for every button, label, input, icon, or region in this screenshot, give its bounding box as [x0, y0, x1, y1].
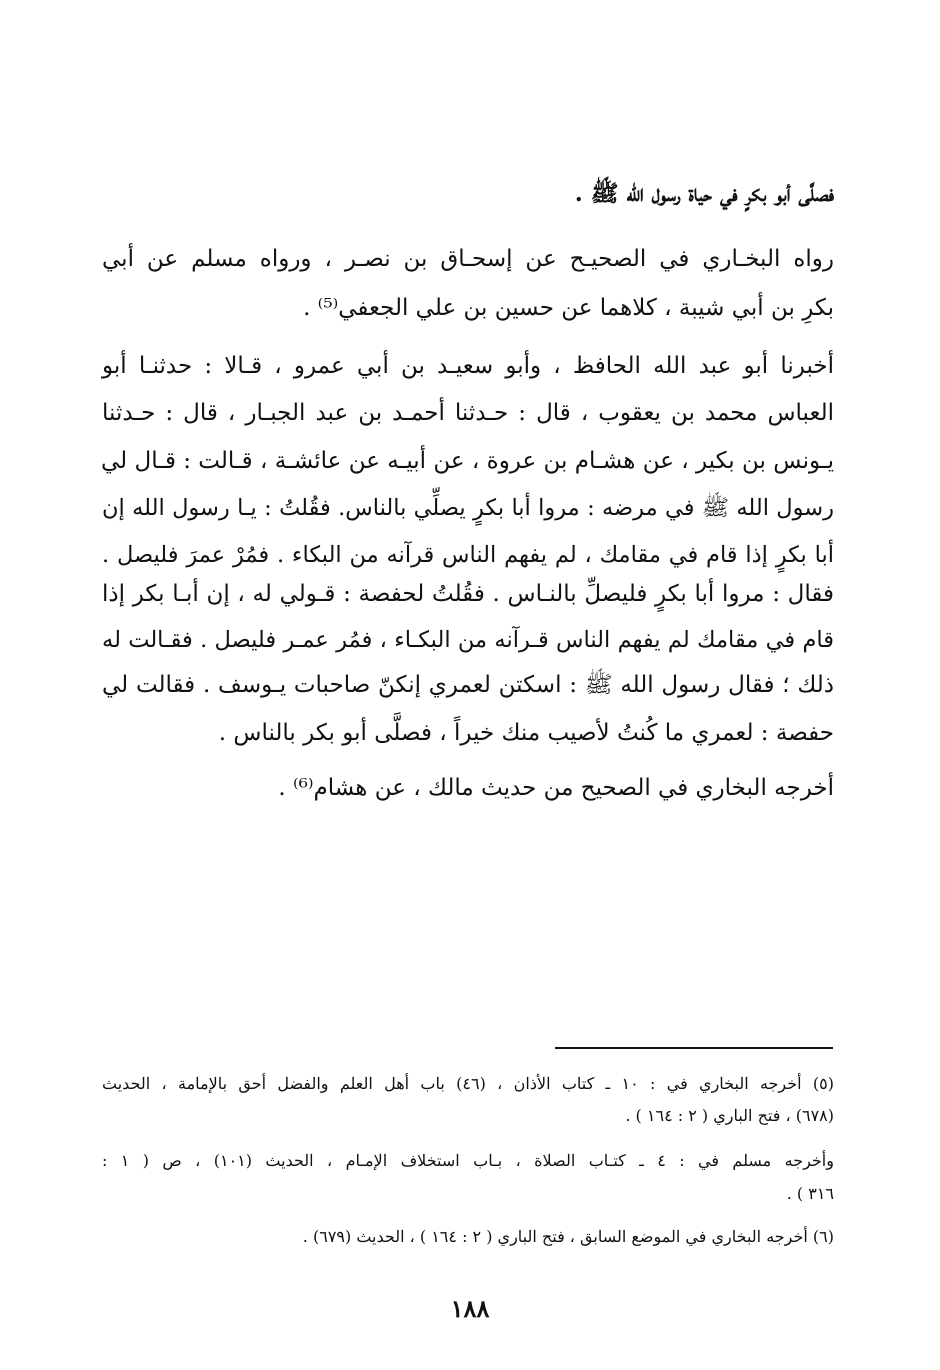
text-line: أخبرنا أبو عبد الله الحافظ ، وأبو سعيـد بن أبي عمرو ، قـالا : حدثنـا أبو	[102, 353, 834, 379]
footnote-line: وأخرجه مسلم في : ٤ ـ كتـاب الصلاة ، بـاب استخلاف الإمـام ، الحديث (١٠١) ، ص ( ١ :	[102, 1151, 834, 1170]
text-line: ذلك ؛ فقال رسول الله ﷺ : اسكتن لعمري إنكنّ صاحبات يـوسف . فقالت لي	[102, 672, 834, 698]
text-line: فصلَّى أبو بكرٍ في حياة رسول الله ﷺ .	[574, 180, 834, 207]
text-line: أبا بكرٍ إذا قام في مقامك ، لم يفهم الناس قرآنه من البكاء . فمُرْ عمرَ فليصل .	[102, 542, 834, 568]
footnote-line: (٦٧٨) ، فتح الباري ( ٢ : ١٦٤ ) .	[625, 1106, 834, 1125]
text-line: يـونس بن بكير ، عن هشـام بن عروة ، عن أبيـه عن عائشـة ، قـالت : قـال لي	[101, 448, 834, 474]
page-number: ١٨٨	[450, 1294, 490, 1323]
text-line: بكرِ بن أبي شيبة ، كلاهما عن حسين بن علي الجعفي⁽⁵⁾ .	[303, 295, 834, 321]
text-line: رواه البخـاري في الصحيـح عن إسحـاق بن نصـر ، ورواه مسلم عن أبي	[102, 246, 834, 272]
text-line: فقال : مروا أبا بكرٍ فليصلِّ بالنـاس . فقُلتُ لحفصة : قـولي له ، إن أبـا بكر إذا	[102, 581, 834, 607]
footnote-line: (٦) أخرجه البخاري في الموضع السابق ، فتح الباري ( ٢ : ١٦٤ ) ، الحديث (٦٧٩) .	[302, 1227, 834, 1246]
footnote-line: (٥) أخرجه البخاري في : ١٠ ـ كتاب الأذان ، (٤٦) باب أهل العلم والفضل أحق بالإمامة ، الحديث	[102, 1074, 834, 1093]
text-line: العباس محمد بن يعقوب ، قال : حـدثنا أحمـد بن عبد الجبـار ، قال : حـدثنا	[102, 400, 834, 426]
text-line: أخرجه البخاري في الصحيح من حديث مالك ، عن هشام⁽⁶⁾ .	[278, 775, 834, 801]
text-line: حفصة : لعمري ما كُنتُ لأصيب منك خيراً ، فصلَّى أبو بكر بالناس .	[218, 720, 834, 746]
text-line: رسول الله ﷺ في مرضه : مروا أبا بكرٍ يصلِّي بالناس. فقُلتُ : يـا رسول الله إن	[102, 495, 834, 521]
footnote-separator	[555, 1047, 833, 1049]
footnote-line: ٣١٦ ) .	[786, 1184, 834, 1203]
text-line: قام في مقامك لم يفهم الناس قـرآنه من البكـاء ، فمُر عمـر فليصل . فقـالت له	[102, 627, 834, 653]
